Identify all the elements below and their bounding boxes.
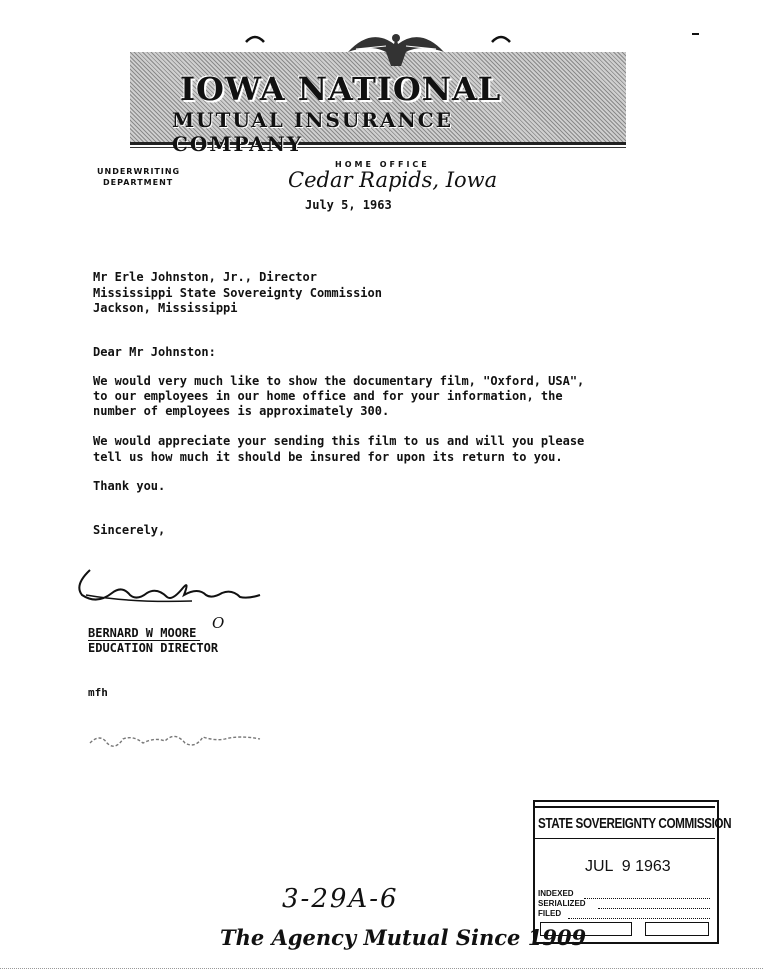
recipient-line-3: Jackson, Mississippi [93, 301, 238, 315]
stamp-title-rule [535, 838, 715, 839]
scan-edge-line [0, 968, 763, 969]
handwritten-file-number: 3-29A-6 [282, 884, 399, 914]
department-label: UNDERWRITING [97, 167, 181, 176]
stamp-date: JUL 9 1963 [585, 858, 671, 875]
letter-date: July 5, 1963 [305, 198, 392, 212]
stamp-dotted-line [568, 918, 710, 919]
department-label-2: DEPARTMENT [103, 178, 174, 187]
signature-scribble [72, 565, 272, 620]
stamp-field-serialized: SERIALIZED [538, 899, 586, 908]
closing-line: Sincerely, [93, 523, 166, 537]
signer-title: EDUCATION DIRECTOR [88, 641, 219, 655]
home-office-label: HOME OFFICE [335, 160, 430, 169]
stamp-field-indexed: INDEXED [538, 889, 574, 898]
recipient-line-1: Mr Erle Johnston, Jr., Director [93, 270, 317, 284]
stamp-box [645, 922, 709, 936]
footer-slogan: The Agency Mutual Since 1909 [220, 925, 587, 950]
stamp-title: STATE SOVEREIGNTY COMMISSION [538, 815, 732, 832]
paragraph2-line2: tell us how much it should be insured for upon its return to you. [93, 450, 563, 464]
thanks-line: Thank you. [93, 479, 166, 493]
paragraph1-line2: to our employees in our home office and for your information, the [93, 389, 563, 403]
paragraph2-line1: We would appreciate your sending this film to us and will you please [93, 434, 585, 448]
recipient-line-2: Mississippi State Sovereignty Commission [93, 286, 382, 300]
typist-initials: mfh [88, 686, 108, 699]
stamp-dotted-line [584, 898, 710, 899]
stamp-field-filed: FILED [538, 909, 562, 918]
signer-name: BERNARD W MOORE [88, 626, 197, 640]
signer-handmark: O [212, 614, 225, 632]
company-name-line2: MUTUAL INSURANCE COMPANY [172, 108, 453, 156]
paragraph1-line1: We would very much like to show the documentary film, "Oxford, USA", [93, 374, 585, 388]
stamp-inner-rule [535, 806, 715, 808]
scan-mark [692, 33, 699, 35]
arc-ornament-right-icon [490, 32, 512, 44]
eagle-emblem-icon [346, 22, 446, 72]
paragraph1-line3: number of employees is approximately 300. [93, 404, 390, 418]
faded-signature-scribble [85, 725, 270, 753]
arc-ornament-left-icon [244, 32, 266, 44]
stamp-dotted-line [598, 908, 710, 909]
company-name-line1: IOWA NATIONAL [180, 70, 502, 108]
city-script: Cedar Rapids, Iowa [288, 168, 498, 192]
salutation: Dear Mr Johnston: [93, 345, 216, 359]
